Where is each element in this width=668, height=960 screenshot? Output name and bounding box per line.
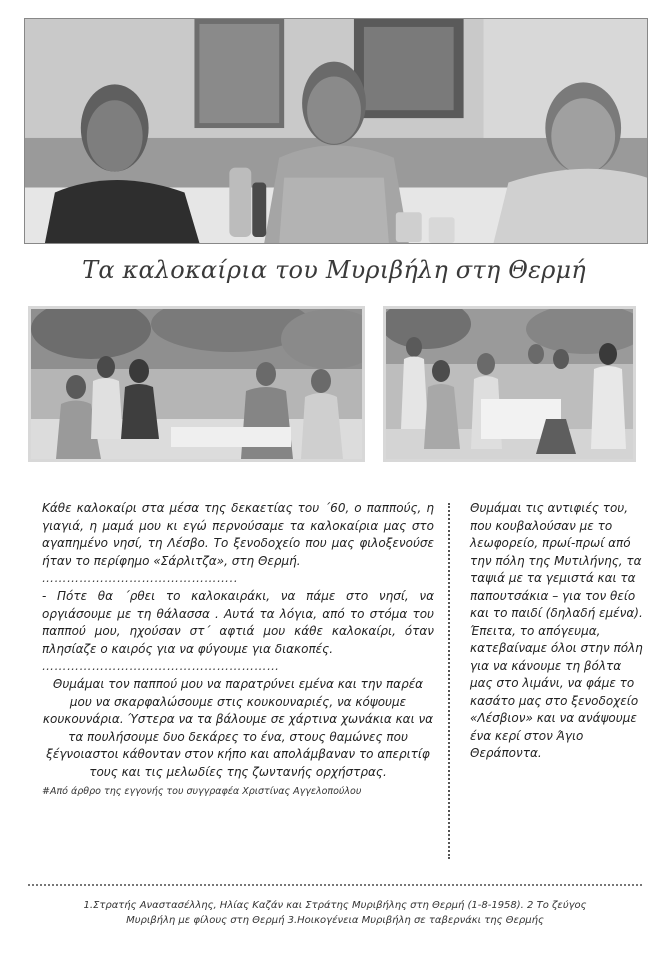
caption-separator <box>28 884 642 886</box>
photo-caption <box>40 898 630 928</box>
photo-three-men-at-table <box>24 18 648 244</box>
article-credit: #Από άρθρο της εγγονής του συγγραφέα Χριστίνας Αγγελοπούλου <box>42 786 362 797</box>
left-column-text <box>42 500 434 798</box>
right-column-text <box>470 500 645 763</box>
dotted-separator: ……………………………………….. <box>42 571 239 585</box>
photo-couple-graphic <box>31 309 362 459</box>
paragraph-pine-cones: Θυμάμαι τον παππού μου να παρατρύνει εμένα και την παρέα μου να σκαρφαλώσουμε στις κουκουναριές, να κόψουμε κουκουνάρια. Ύστερα να τα βάλουμε σε χάρτινα χωνάκια και να τα πουλήσουμε δυο δεκάρες το ένα, στους θαμώνες που ξέγνοιαστοι κάθονταν στον κήπο και απολάμβαναν το απεριτίφ τους και τις μελωδίες της ζωντανής ορχήστρας. <box>42 677 434 779</box>
page-title: Τα καλοκαίρια του Μυριβήλη στη Θερμή <box>82 256 586 284</box>
photo-family-at-tavern <box>383 306 636 462</box>
caption-line-1: 1.Στρατής Αναστασέλλης, Ηλίας Καζάν και Στράτης Μυριβήλης στη Θερμή (1-8-1958). 2 Το ζεύγος <box>83 900 587 911</box>
paragraph-relatives: Θυμάμαι τις αντιφιές του, που κουβαλούσαν με το λεωφορείο, πρωί-πρωί από την πόλη της Μυτιλήνης, τα ταψιά με τα γεμιστά και τα παπουτσάκια – για τον θείο και το παιδί (δηλαδή εμένα). <box>470 501 643 620</box>
dotted-separator: ………………………………………………… <box>42 659 280 673</box>
photo-three-men-graphic <box>25 19 647 243</box>
paragraph-evening-walk: Έπειτα, το απόγευμα, κατεβαίναμε όλοι στην πόλη για να κάνουμε τη βόλτα μας στο λιμάνι, να φάμε το κασάτο μας στο ξενοδοχείο «Λέσβιον» και να ανάψουμε ένα κερί στον Άγιο Θεράποντα. <box>470 623 643 760</box>
photo-family-graphic <box>386 309 633 459</box>
paragraph-grandfather-quote: - Πότε θα ΄ρθει το καλοκαιράκι, να πάμε στο νησί, να οργιάσουμε με τη θάλασσα . Αυτά τα λόγια, από το στόμα του παππού μου, ηχούσαν στ΄ αφτιά μου κάθε καλοκαίρι, όταν πλησίαζε ο καιρός για να φύγουμε για διακοπές. <box>42 589 434 656</box>
photo-couple-with-friends <box>28 306 365 462</box>
column-divider <box>448 503 450 859</box>
paragraph-summers: Κάθε καλοκαίρι στα μέσα της δεκαετίας του ΄60, ο παππούς, η γιαγιά, η μαμά μου κι εγώ περνούσαμε τα καλοκαίρια μας στο αγαπημένο νησί, τη Λέσβο. Το ξενοδοχείο που μας φιλοξενούσε ήταν το περίφημο «Σάρλιτζα», στη Θερμή. <box>42 501 434 568</box>
caption-line-2: Μυριβήλη με φίλους στη Θερμή 3.Ηοικογένεια Μυριβήλη σε ταβερνάκι της Θερμής <box>126 915 544 926</box>
